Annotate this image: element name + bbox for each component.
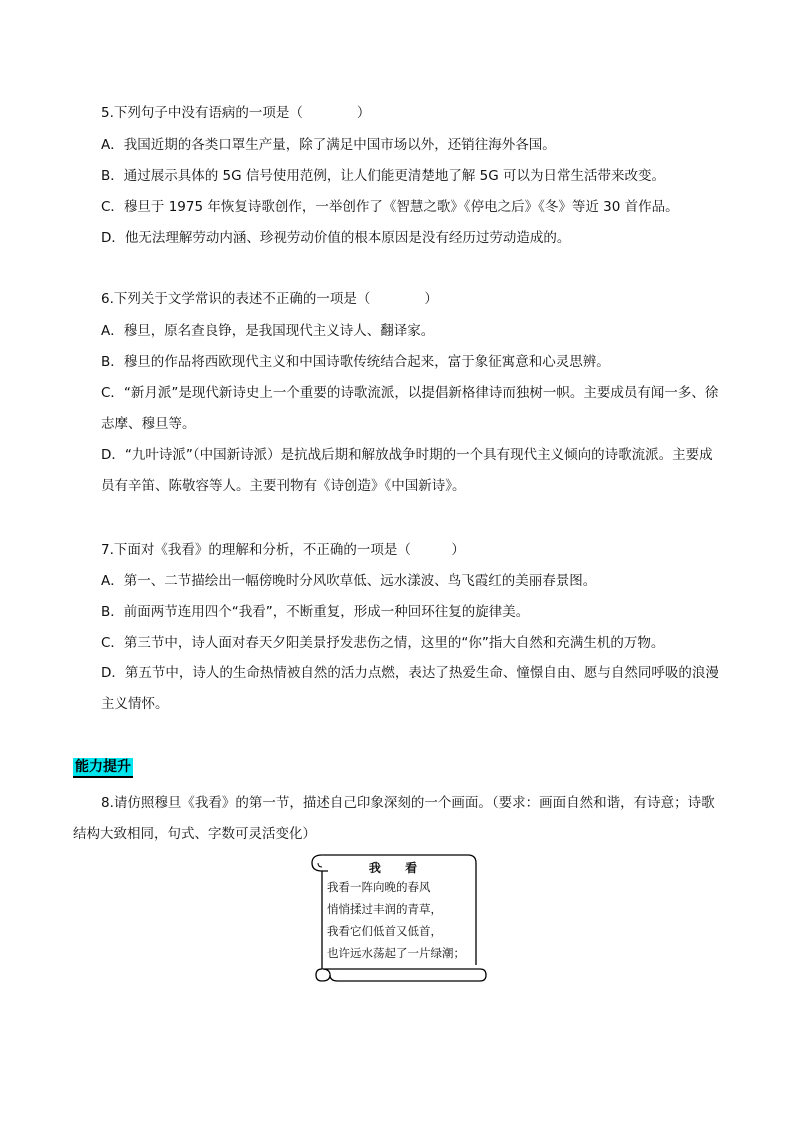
poem-title: 我 看 bbox=[368, 861, 428, 875]
q6-option-c: C．“新月派”是现代新诗史上一个重要的诗歌流派，以提倡新格律诗而独树一帜。主要成员有闻一多、徐志摩、穆旦等。 bbox=[101, 385, 719, 432]
q5-option-a: A．我国近期的各类口罩生产量，除了满足中国市场以外，还销往海外各国。 bbox=[101, 137, 556, 153]
q6-stem: 6.下列关于文学常识的表述不正确的一项是（ ） bbox=[101, 291, 438, 307]
section-heading: 能力提升 bbox=[73, 758, 133, 778]
q5-option-c: C．穆旦于 1975 年恢复诗歌创作，一举创作了《智慧之歌》《停电之后》《冬》等近 30 首作品。 bbox=[101, 199, 679, 215]
q6-option-b: B．穆旦的作品将西欧现代主义和中国诗歌传统结合起来，富于象征寓意和心灵思辨。 bbox=[101, 354, 610, 370]
q6-option-d: D．“九叶诗派”（中国新诗派）是抗战后期和解放战争时期的一个具有现代主义倾向的诗歌流派。主要成员有辛笛、陈敬容等人。主要刊物有《诗创造》《中国新诗》。 bbox=[101, 447, 713, 494]
q5-option-b: B．通过展示具体的 5G 信号使用范例，让人们能更清楚地了解 5G 可以为日常生活带来改变。 bbox=[101, 168, 666, 184]
poem-line: 我看它们低首又低首， bbox=[327, 924, 442, 938]
q5-stem: 5.下列句子中没有语病的一项是（ ） bbox=[101, 105, 371, 121]
q7-option-c: C．第三节中，诗人面对春天夕阳美景抒发悲伤之情，这里的“你”指大自然和充满生机的万物。 bbox=[101, 635, 665, 651]
q7-option-a: A．第一、二节描绘出一幅傍晚时分风吹草低、远水漾波、鸟飞霞红的美丽春景图。 bbox=[101, 573, 597, 589]
q7-option-b: B．前面两节连用四个“我看”，不断重复，形成一种回环往复的旋律美。 bbox=[101, 604, 530, 620]
poem-line: 也许远水荡起了一片绿潮； bbox=[327, 946, 465, 960]
q5-option-d: D．他无法理解劳动内涵、珍视劳动价值的根本原因是没有经历过劳动造成的。 bbox=[101, 230, 571, 246]
q7-stem: 7.下面对《我看》的理解和分析，不正确的一项是（ ） bbox=[101, 542, 465, 558]
poem-line: 我看一阵向晚的春风 bbox=[327, 880, 431, 894]
poem-line: 悄悄揉过丰润的青草， bbox=[327, 902, 442, 916]
q7-option-d: D．第五节中，诗人的生命热情被自然的活力点燃，表达了热爱生命、憧憬自由、愿与自然同呼吸的浪漫主义情怀。 bbox=[101, 665, 719, 712]
q8-stem: 8.请仿照穆旦《我看》的第一节，描述自己印象深刻的一个画面。（要求：画面自然和谐，有诗意；诗歌结构大致相同，句式、字数可灵活变化） bbox=[73, 795, 715, 842]
poem-block bbox=[327, 860, 469, 964]
q6-option-a: A．穆旦，原名查良铮，是我国现代主义诗人、翻译家。 bbox=[101, 323, 435, 339]
